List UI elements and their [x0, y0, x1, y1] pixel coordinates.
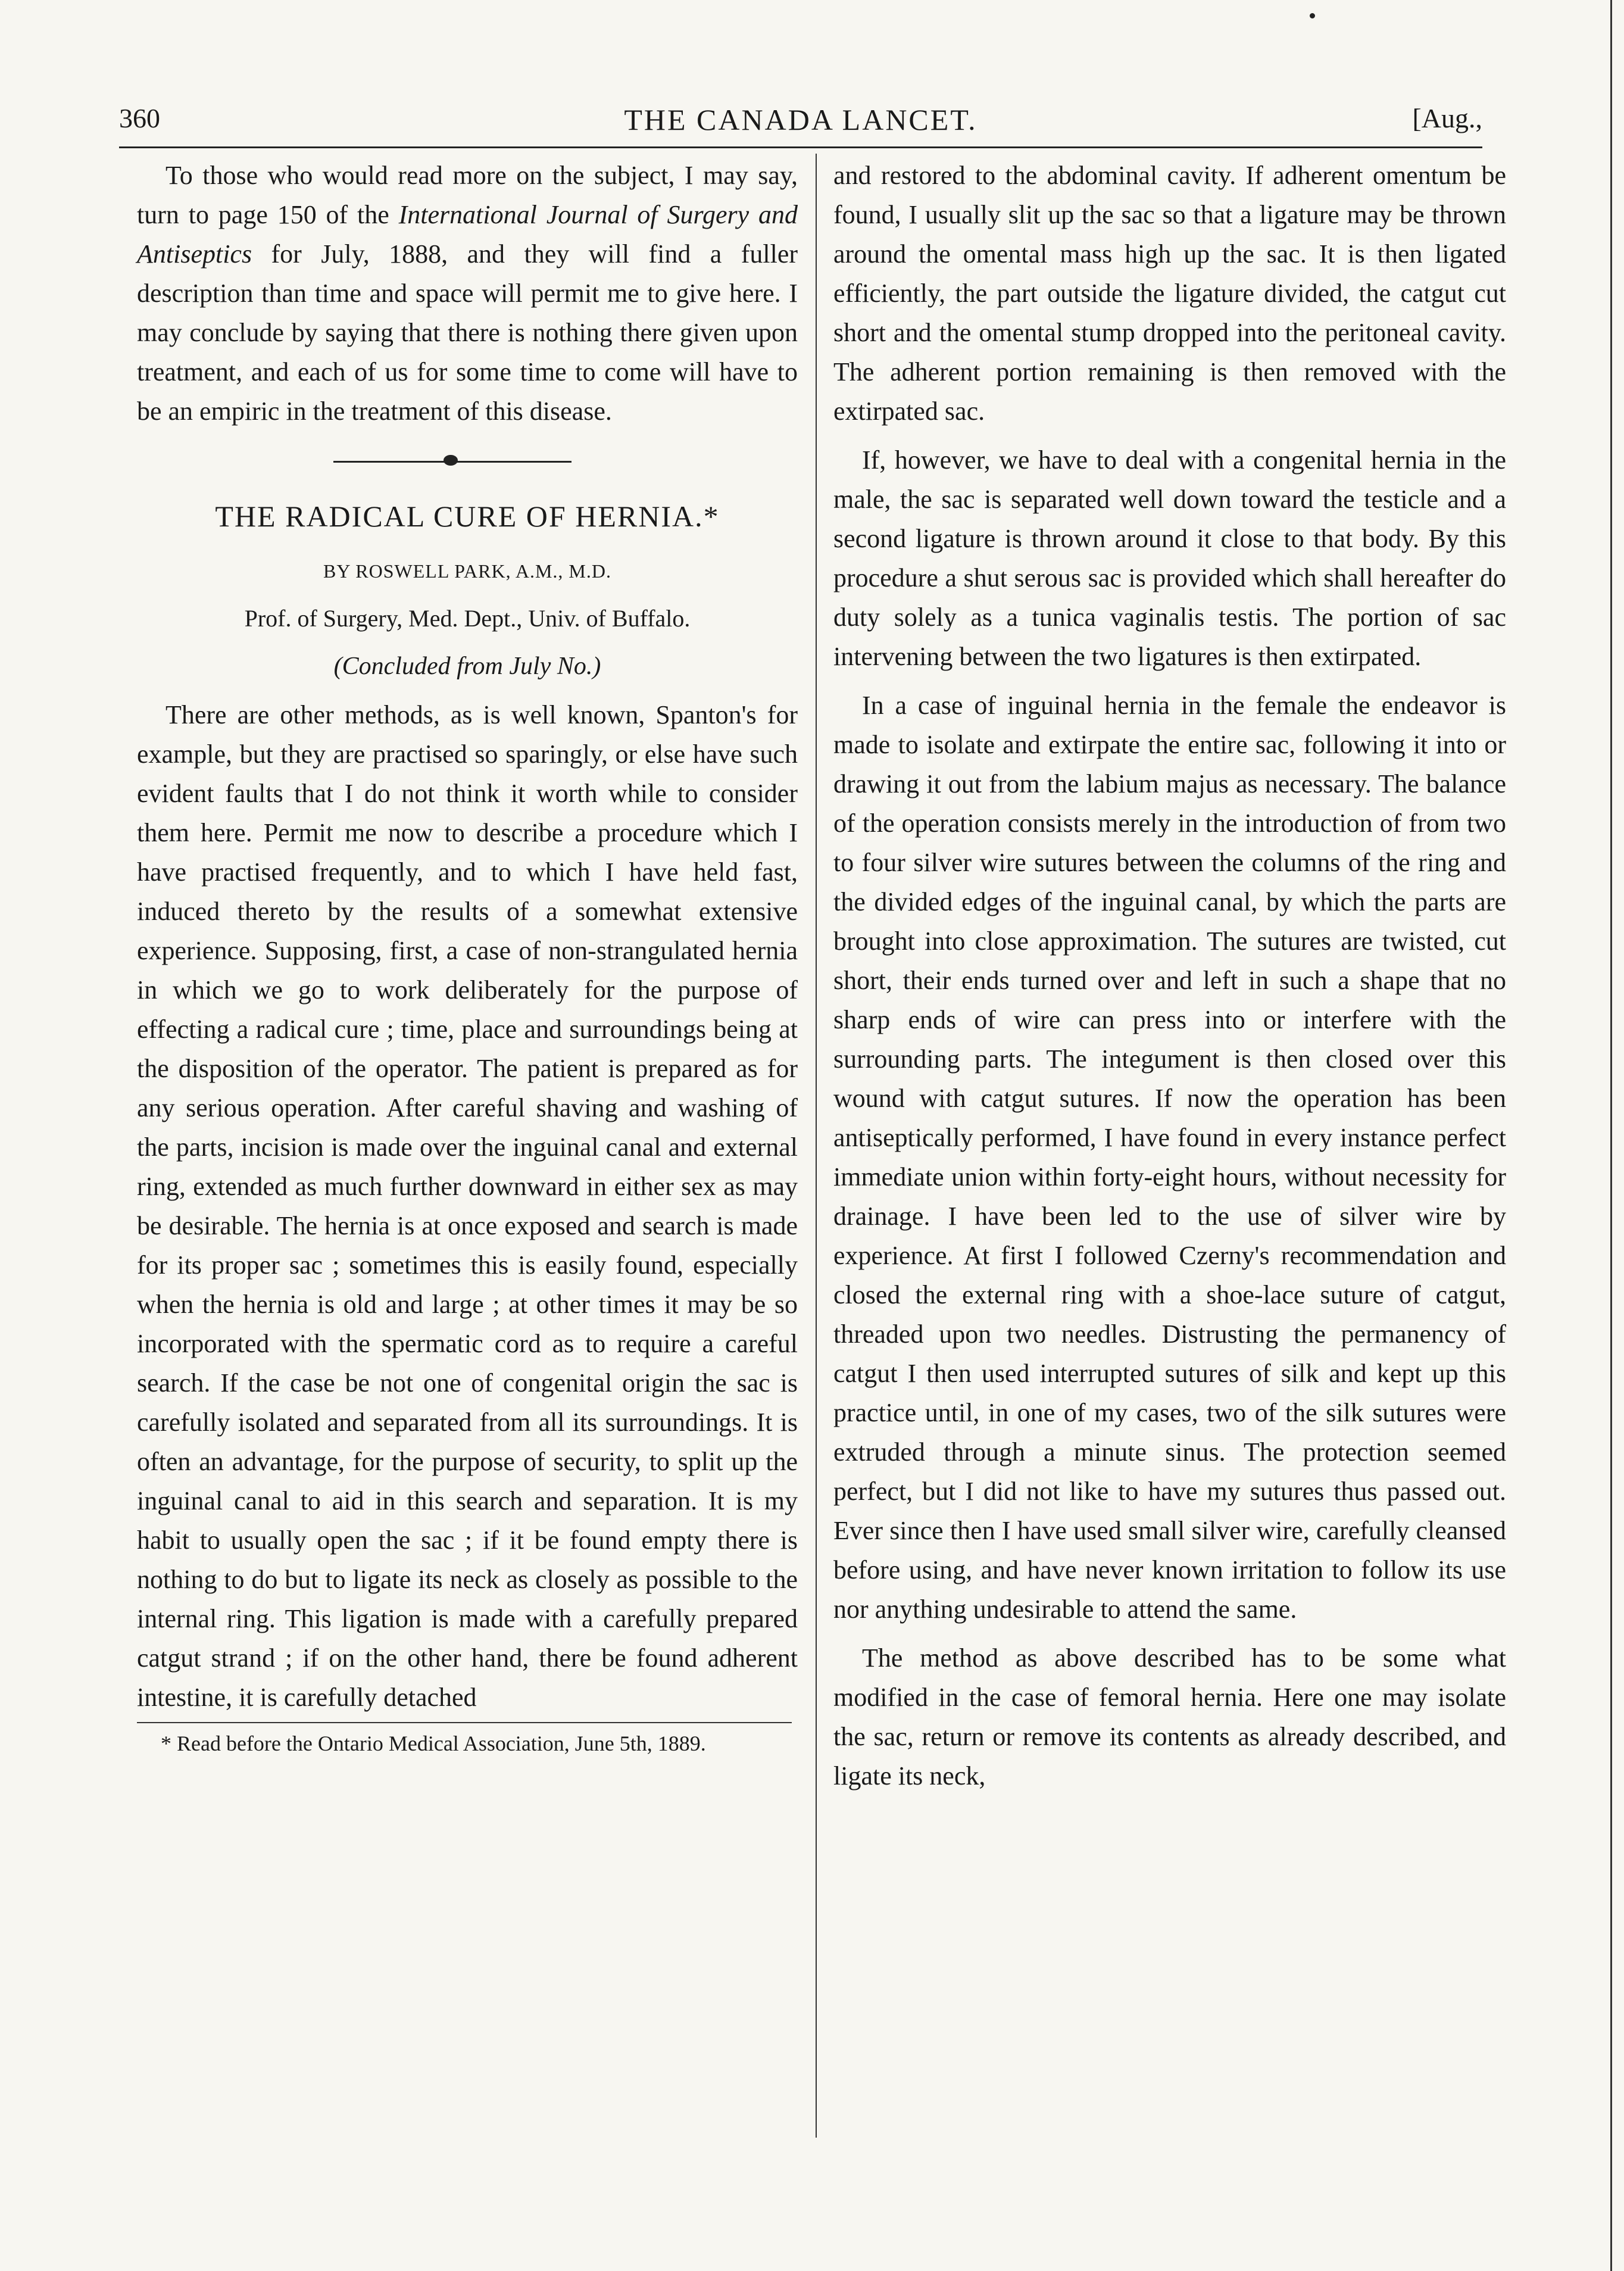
left-column: [137, 156, 798, 1758]
column-divider: [816, 154, 817, 2138]
author-byline: BY ROSWELL PARK, A.M., M.D.: [323, 560, 611, 582]
page-number: 360: [119, 103, 160, 133]
author-affiliation: Prof. of Surgery, Med. Dept., Univ. of Buffalo.: [244, 605, 691, 632]
article-title: THE RADICAL CURE OF HERNIA.*: [215, 500, 720, 533]
scan-edge-line: [1610, 0, 1612, 2271]
body-paragraph: In a case of inguinal hernia in the female the endeavor is made to isolate and extirpate the entire sac, following it into or drawing it out from the labium majus as necessary. The balance of the operation consists merely in the introduction of from two to four silver wire sutures between the columns of the ring and the divided edges of the inguinal canal, by which the parts are brought into close approximation. The sutures are twisted, cut short, their ends turned over and left in such a shape that no sharp ends of wire can press into or interfere with the surrounding parts. The integument is then closed over this wound with catgut sutures. If now the operation has been antiseptically performed, I have found in every instance perfect immediate union within forty-eight hours, without necessity for drainage. I have been led to the use of silver wire by experience. At first I followed Czerny's recommendation and closed the external ring with a shoe-lace suture of catgut, threaded upon two needles. Distrusting the permanency of catgut I then used interrupted sutures of silk and kept up this practice until, in one of my cases, two of the silk sutures were extruded through a minute sinus. The protection seemed perfect, but I did not like to have my sutures thus passed out. Ever since then I have used small silver wire, carefully cleansed before using, and have never known irritation to follow its use nor anything undesirable to attend the same.: [833, 691, 1506, 1624]
journal-citation: International Journal of Surgery and Antiseptics: [137, 200, 798, 269]
body-paragraph: There are other methods, as is well known, Spanton's for example, but they are practised so sparingly, or else have such evident faults that I do not think it worth while to consider them here. Permit me now to describe a procedure which I have practised frequently, and to which I have held fast, induced thereto by the results of a somewhat extensive experience. Supposing, first, a case of non-strangulated hernia in which we go to work deliberately for the purpose of effecting a radical cure ; time, place and surroundings being at the disposition of the operator. The patient is prepared as for any serious operation. After careful shaving and washing of the parts, incision is made over the inguinal canal and external ring, extended as much further downward in either sex as may be desirable. The hernia is at once exposed and search is made for its proper sac ; sometimes this is easily found, especially when the hernia is old and large ; at other times it may be so incorporated with the spermatic cord as to require a careful search. If the case be not one of congenital origin the sac is carefully isolated and separated from all its surroundings. It is often an advantage, for the purpose of security, to split up the inguinal canal to aid in this search and separation. It is my habit to usually open the sac ; if it be found empty there is nothing to do but to ligate its neck as closely as possible to the internal ring. This ligation is made with a carefully prepared catgut strand ; if on the other hand, there be found adherent intestine, it is carefully detached: [137, 700, 798, 1712]
issue-month: [Aug.,: [1412, 103, 1482, 133]
body-paragraph: and restored to the abdominal cavity. If adherent omentum be found, I usually slit up the sac so that a ligature may be thrown around the omental mass high up the sac. It is then ligated efficiently, the part outside the ligature divided, the catgut cut short and the omental stump dropped into the peritoneal cavity. The adherent portion remaining is then removed with the extirpated sac.: [833, 161, 1506, 426]
right-column: [833, 156, 1506, 1796]
body-paragraph: The method as above described has to be some what modified in the case of femoral hernia. Here one may isolate the sac, return or remove its contents as already described, and ligate its neck,: [833, 1643, 1506, 1790]
continuation-note: (Concluded from July No.): [333, 653, 601, 680]
running-head: [119, 102, 1482, 144]
print-speck: [1310, 13, 1315, 18]
intro-paragraph: To those who would read more on the subject, I may say, turn to page 150 of the International Journal of Surgery and Antiseptics for July, 1888, and they will find a fuller description than time and space will permit me to give here. I may conclude by saying that there is nothing there given upon treatment, and each of us for some time to come will have to be an empiric in the treatment of this disease.: [137, 161, 798, 426]
section-ornament: [137, 431, 798, 491]
footnote-rule: [137, 1722, 792, 1723]
body-paragraph: If, however, we have to deal with a congenital hernia in the male, the sac is separated well down toward the testicle and a second ligature is thrown around it close to that body. By this procedure a shut serous sac is provided which shall hereafter do duty solely as a tunica vaginalis testis. The portion of sac intervening between the two ligatures is then extirpated.: [833, 445, 1506, 671]
journal-title: THE CANADA LANCET.: [624, 103, 977, 136]
footnote: * Read before the Ontario Medical Association, June 5th, 1889.: [161, 1732, 706, 1755]
header-rule: [119, 146, 1482, 148]
